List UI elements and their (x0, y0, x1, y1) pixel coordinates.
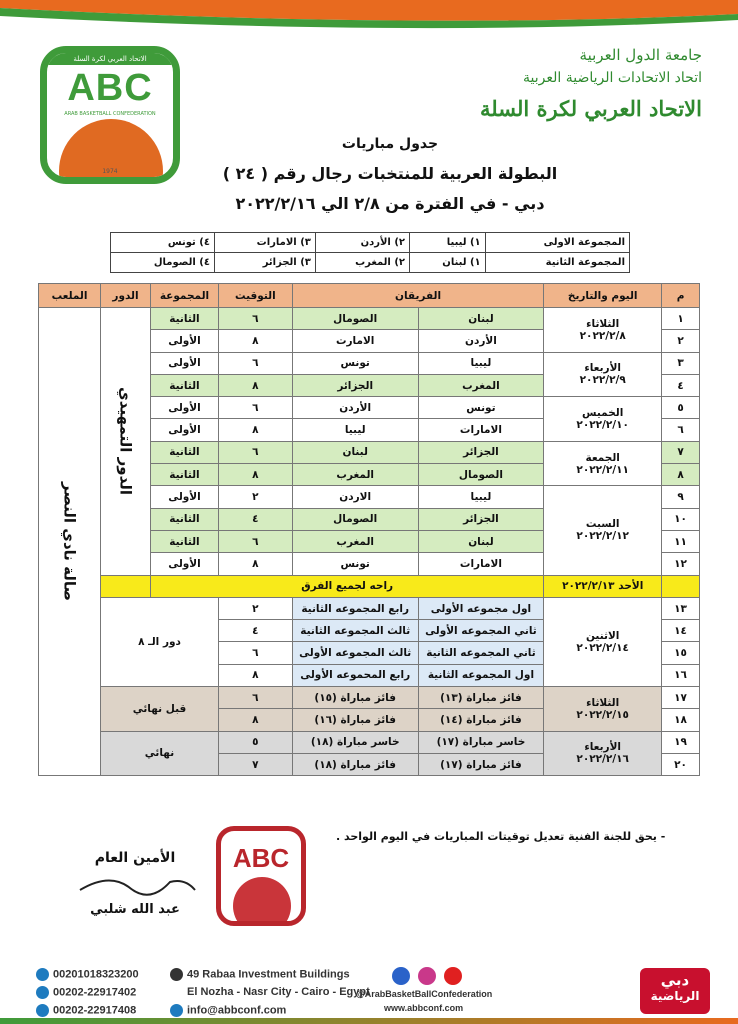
match-number: ١ (662, 308, 700, 330)
group-team: ٢) المغرب (315, 253, 409, 273)
team-b: الصومال (292, 508, 418, 530)
logo-year: 1974 (102, 168, 118, 175)
col-group: المجموعة (151, 284, 219, 308)
day-date: ٢٠٢٢/٢/١٦ (576, 753, 629, 766)
match-time: ٦ (218, 441, 292, 463)
rest-day-row (39, 575, 700, 597)
match-group: الأولى (151, 397, 219, 419)
team-b: رابع المحموعه الأولى (292, 664, 418, 686)
team-b: المغرب (292, 464, 418, 486)
team-b: تونس (292, 352, 418, 374)
match-group: الأولى (151, 330, 219, 352)
team-b: ثالث المجموعه الثانية (292, 620, 418, 642)
match-time: ٨ (218, 419, 292, 441)
team-a: خاسر مباراة (١٧) (418, 731, 544, 753)
match-number: ٢ (662, 330, 700, 352)
team-b: الأردن (292, 397, 418, 419)
team-a: فائز مباراة (١٧) (418, 753, 544, 775)
team-b: فائز مباراة (١٦) (292, 709, 418, 731)
match-time: ٧ (218, 753, 292, 775)
day-name: الثلاثاء (586, 317, 620, 330)
venue-cell (39, 308, 101, 776)
team-a: ثاني المجموعه الأولى (418, 620, 544, 642)
match-group: الأولى (151, 553, 219, 575)
day-name: الاثنين (585, 629, 620, 642)
match-time: ٢ (218, 486, 292, 508)
email-link[interactable]: info@abbconf.com (187, 1004, 287, 1017)
team-a: الأردن (418, 330, 544, 352)
match-group: الثانية (151, 308, 219, 330)
group-row-1 (111, 233, 630, 253)
match-time: ٥ (218, 731, 292, 753)
facebook-icon[interactable] (392, 967, 410, 985)
col-venue: الملعب (39, 284, 101, 308)
youtube-icon[interactable] (444, 967, 462, 985)
match-number: ٤ (662, 374, 700, 396)
match-group: الثانية (151, 530, 219, 552)
team-b: تونس (292, 553, 418, 575)
day-date: ٢٠٢٢/٢/١٤ (576, 641, 629, 654)
team-a: لبنان (418, 308, 544, 330)
match-time: ٦ (218, 530, 292, 552)
schedule-table (38, 283, 700, 776)
dubai-sports-logo (640, 968, 710, 1014)
match-number: ١١ (662, 530, 700, 552)
stage-final: نهائي (101, 731, 219, 776)
match-number: ١٥ (662, 642, 700, 664)
day-date: ٢٠٢٢/٢/١٢ (576, 530, 629, 543)
org-line-3: الاتحاد العربي لكرة السلة (480, 96, 702, 121)
stage-label: الدور التمهيدي (116, 387, 135, 496)
match-time: ٤ (218, 620, 292, 642)
group-team: ١) ليبيا (410, 233, 486, 253)
group-team: ٣) الامارات (214, 233, 315, 253)
phone-3: 00202-22917408 (53, 1004, 137, 1017)
match-group: الثانية (151, 441, 219, 463)
table-row (39, 597, 700, 619)
match-group: الثانية (151, 464, 219, 486)
match-time: ٦ (218, 308, 292, 330)
social-handle[interactable]: @ArabBasketBallConfederation (356, 989, 493, 999)
col-teams: الفريقان (292, 284, 543, 308)
team-a: الجزائر (418, 441, 544, 463)
team-a: فائز مباراة (١٣) (418, 687, 544, 709)
day-name: الخميس (582, 406, 624, 419)
match-number: ١٢ (662, 553, 700, 575)
match-number: ١٨ (662, 709, 700, 731)
email-icon (170, 1004, 183, 1017)
match-group: الأولى (151, 352, 219, 374)
team-b: فائز مباراة (١٨) (292, 753, 418, 775)
match-time: ٨ (218, 709, 292, 731)
rest-text: راحه لجميع الفرق (151, 575, 544, 597)
match-time: ٦ (218, 642, 292, 664)
match-day (544, 731, 662, 776)
team-b: الصومال (292, 308, 418, 330)
match-time: ٦ (218, 352, 292, 374)
stage-qf: دور الـ ٨ (101, 597, 219, 686)
address-1: 49 Rabaa Investment Buildings (187, 968, 350, 981)
match-number: ١٣ (662, 597, 700, 619)
rest-number (662, 575, 700, 597)
rest-day-label: الأحد ٢٠٢٢/٢/١٣ (544, 575, 662, 597)
website-link[interactable]: www.abbconf.com (384, 1003, 464, 1013)
match-number: ١٠ (662, 508, 700, 530)
header-row (39, 284, 700, 308)
day-date: ٢٠٢٢/٢/٨ (579, 329, 626, 342)
groups-box (110, 232, 630, 273)
match-day (544, 397, 662, 442)
group-label: المجموعة الثانية (485, 253, 629, 273)
day-date: ٢٠٢٢/٢/١١ (576, 463, 629, 476)
instagram-icon[interactable] (418, 967, 436, 985)
venue-label: صالة نادي النصر (60, 482, 79, 602)
col-number: م (662, 284, 700, 308)
match-number: ١٤ (662, 620, 700, 642)
match-time: ٢ (218, 597, 292, 619)
match-day (544, 308, 662, 353)
match-time: ٤ (218, 508, 292, 530)
brand-line-2: الرياضية (650, 989, 700, 1003)
org-line-1: جامعة الدول العربية (579, 46, 702, 64)
match-day (544, 441, 662, 486)
match-group: الأولى (151, 486, 219, 508)
match-time: ٦ (218, 397, 292, 419)
match-number: ٥ (662, 397, 700, 419)
match-group: الثانية (151, 508, 219, 530)
group-team: ٤) تونس (111, 233, 215, 253)
location-icon (170, 968, 183, 981)
match-number: ٩ (662, 486, 700, 508)
match-group: الأولى (151, 419, 219, 441)
team-b: ليبيا (292, 419, 418, 441)
signature-name: عبد الله شلبي (90, 902, 180, 917)
table-row (39, 687, 700, 709)
match-time: ٨ (218, 664, 292, 686)
team-a: الصومال (418, 464, 544, 486)
rest-stage (101, 575, 151, 597)
match-time: ٨ (218, 330, 292, 352)
team-a: ليبيا (418, 486, 544, 508)
team-a: فائز مباراة (١٤) (418, 709, 544, 731)
team-a: اول مجموعه الأولى (418, 597, 544, 619)
match-day (544, 687, 662, 732)
match-time: ٨ (218, 553, 292, 575)
day-name: الأربعاء (584, 362, 622, 375)
col-stage: الدور (101, 284, 151, 308)
match-day (544, 597, 662, 686)
phone-2: 00202-22917402 (53, 986, 137, 999)
match-number: ٣ (662, 352, 700, 374)
header-swoosh (0, 0, 738, 40)
title-line-3: دبي - في الفترة من ٢/٨ الي ٢٠٢٢/٢/١٦ (235, 194, 545, 213)
day-date: ٢٠٢٢/٢/٩ (579, 374, 626, 387)
group-team: ٣) الجزائر (214, 253, 315, 273)
team-b: لبنان (292, 441, 418, 463)
org-line-2: اتحاد الاتحادات الرياضية العربية (523, 70, 702, 86)
phone-icon (36, 968, 49, 981)
match-time: ٨ (218, 374, 292, 396)
address-2: El Nozha - Nasr City - Cairo - Egypt (187, 986, 370, 998)
logo-band-text: الاتحاد العربي لكرة السلة (47, 53, 173, 65)
team-b: الجزائر (292, 374, 418, 396)
match-number: ١٩ (662, 731, 700, 753)
group-team: ٤) الصومال (111, 253, 215, 273)
day-name: الأربعاء (584, 741, 622, 754)
match-day (544, 486, 662, 575)
team-a: تونس (418, 397, 544, 419)
team-a: ليبيا (418, 352, 544, 374)
day-name: السبت (585, 518, 620, 531)
team-a: المغرب (418, 374, 544, 396)
team-a: لبنان (418, 530, 544, 552)
footer-stripe (0, 1018, 738, 1024)
team-a: الامارات (418, 553, 544, 575)
match-day (544, 352, 662, 397)
signature-scribble (70, 870, 200, 900)
title-line-1: جدول مباريات (341, 136, 439, 152)
day-name: الثلاثاء (586, 696, 620, 709)
title-line-2: البطولة العربية للمنتخبات رجال رقم ( ٢٤ ) (222, 164, 558, 183)
logo-letters-small: ABC (232, 843, 290, 873)
signature-role: الأمين العام (94, 850, 176, 866)
team-b: المغرب (292, 530, 418, 552)
team-b: رابع المجموعه الثانية (292, 597, 418, 619)
group-team: ٢) الأردن (315, 233, 409, 253)
logo-letters: ABC (67, 67, 153, 109)
match-number: ٨ (662, 464, 700, 486)
col-time: التوقيت (218, 284, 292, 308)
logo-confederation: ARAB BASKETBALL CONFEDERATION (64, 111, 156, 117)
brand-line-1: دبي (660, 971, 690, 989)
fax-icon (36, 986, 49, 999)
table-row (39, 308, 700, 330)
abc-logo (40, 46, 180, 184)
group-label: المجموعة الاولى (485, 233, 629, 253)
team-b: الامارت (292, 330, 418, 352)
phone-1: 00201018323200 (53, 968, 139, 981)
col-day-date: اليوم والتاريخ (544, 284, 662, 308)
match-number: ٦ (662, 419, 700, 441)
day-name: الجمعة (585, 451, 620, 464)
table-row (39, 731, 700, 753)
match-number: ٢٠ (662, 753, 700, 775)
match-number: ١٦ (662, 664, 700, 686)
day-date: ٢٠٢٢/٢/١٠ (576, 418, 629, 431)
stage-sf: قبل نهائي (101, 687, 219, 732)
match-group: الثانية (151, 374, 219, 396)
team-a: الجزائر (418, 508, 544, 530)
team-b: خاسر مباراة (١٨) (292, 731, 418, 753)
fax-icon (36, 1004, 49, 1017)
day-date: ٢٠٢٢/٢/١٥ (576, 708, 629, 721)
team-b: الاردن (292, 486, 418, 508)
team-a: ثاني المجموعه الثانية (418, 642, 544, 664)
group-team: ١) لبنان (410, 253, 486, 273)
match-number: ١٧ (662, 687, 700, 709)
match-time: ٨ (218, 464, 292, 486)
match-number: ٧ (662, 441, 700, 463)
basketball-icon (233, 877, 291, 926)
group-row-2 (111, 253, 630, 273)
match-time: ٦ (218, 687, 292, 709)
footer (0, 955, 738, 1024)
team-a: اول المجموعه الثانية (418, 664, 544, 686)
stage-prelim (101, 308, 151, 576)
team-b: ثالث المجموعه الأولى (292, 642, 418, 664)
footnote: - يحق للجنة الفنية تعديل توقيتات المباريات في اليوم الواحد . (336, 830, 666, 843)
team-a: الامارات (418, 419, 544, 441)
abc-logo-small (216, 826, 306, 926)
team-b: فائز مباراة (١٥) (292, 687, 418, 709)
